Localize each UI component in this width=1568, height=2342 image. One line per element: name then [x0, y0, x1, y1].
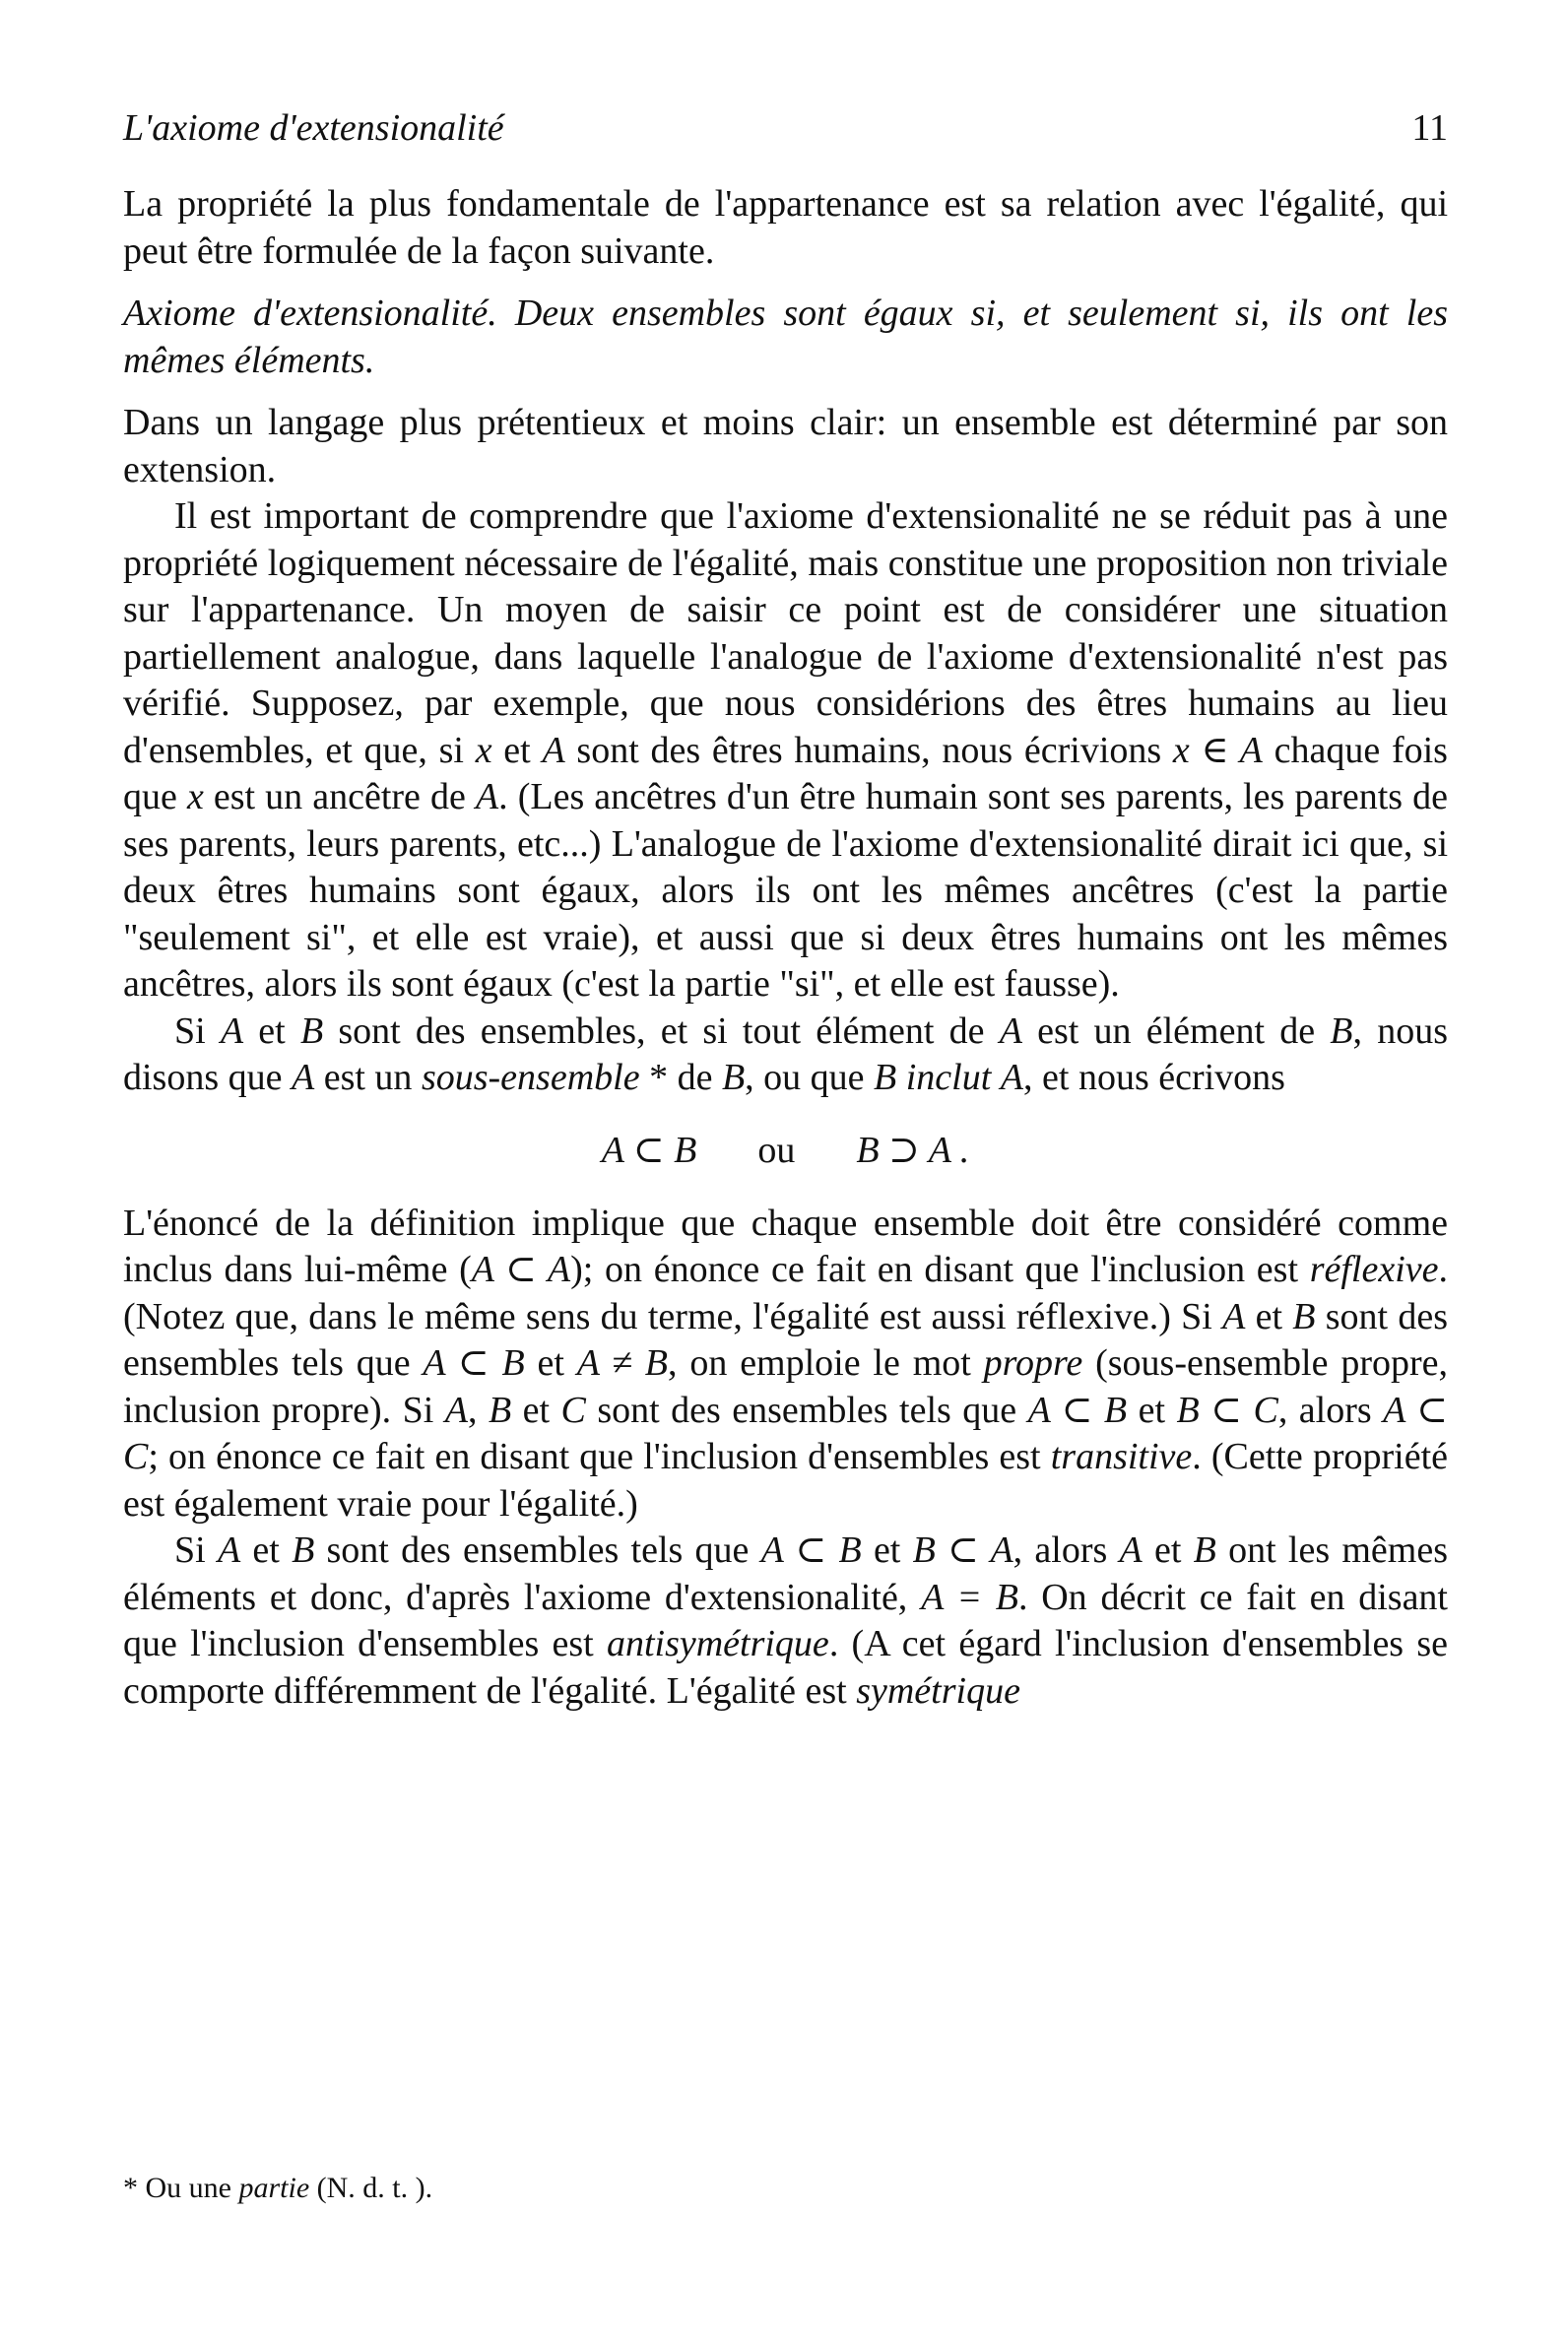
text: . (Les ancêtres d'un être humain sont ses parents, les parents de ses parents, leurs parents, etc...) L'analogue de l'axiome d'extensionalité dirait ici que, si deux êtres humains sont égaux, alors ils ont les mêmes ancêtres (c'est la partie "seulement si", et elle est vraie), et aussi que si deux êtres humains ont les mêmes ancêtres, alors ils sont égaux (c'est la partie "si", et elle est fausse). [123, 776, 1448, 1005]
paragraph-membership-equality: La propriété la plus fondamentale de l'appartenance est sa relation avec l'égalité, qui peut être formulée de la façon suivante. [123, 183, 1448, 272]
term-propre: propre [983, 1342, 1083, 1384]
math-var: B [721, 1057, 746, 1098]
text: et [1127, 1389, 1177, 1431]
text: Si [174, 1529, 218, 1571]
text: sont des ensembles tels que [314, 1529, 761, 1571]
math-var: B [299, 1009, 324, 1052]
math-var: B [1330, 1009, 1353, 1052]
text: ; on énonce ce fait en disant que l'inclusion d'ensembles est [148, 1436, 1051, 1477]
book-page [123, 106, 1448, 1715]
axiom-statement: Axiome d'extensionalité. Deux ensembles sont égaux si, et seulement si, ils ont les mêmes éléments. [123, 293, 1448, 381]
paragraph-extension: Dans un langage plus prétentieux et moins clair: un ensemble est déterminé par son extension. [123, 402, 1448, 490]
text: sont des ensembles tels que [585, 1389, 1028, 1431]
text: sont des ensembles tels que [123, 1295, 1448, 1384]
footnote-term: partie [238, 2172, 310, 2204]
text: , nous disons que [123, 1009, 1448, 1098]
text: ); on énonce ce fait en disant que l'inclusion est [570, 1249, 1310, 1290]
math-var: A [444, 1389, 468, 1431]
text: et [524, 1342, 577, 1384]
text: et [491, 729, 543, 771]
paragraph-antisymmetry [123, 1528, 1448, 1715]
formula-right: B ⊃ A . [856, 1129, 970, 1171]
math-var: A [1119, 1529, 1143, 1571]
text: , alors [1277, 1389, 1384, 1431]
term-sous-ensemble: sous-ensemble [421, 1057, 640, 1098]
running-title: L'axiome d'extensionalité [123, 107, 504, 149]
text: sont des ensembles, et si tout élément de [323, 1009, 1000, 1052]
formula-left: A ⊂ B [601, 1129, 697, 1171]
text: , ou que [745, 1057, 875, 1098]
math-var: A [217, 1529, 241, 1571]
math-var: A [1000, 1057, 1024, 1098]
math-var: A [542, 729, 565, 771]
text: est un [314, 1057, 422, 1098]
math-expression: A ⊂ A [471, 1249, 571, 1290]
math-var: B [874, 1057, 897, 1098]
text: L'énoncé de la définition implique que chaque ensemble doit être considéré comme inclus dans lui-même ( [123, 1202, 1448, 1290]
text: et [1245, 1295, 1293, 1337]
math-expression: A ⊂ C [123, 1389, 1448, 1477]
text: chaque fois que [123, 729, 1448, 817]
math-var: C [560, 1389, 586, 1431]
math-expression: x ∈ A [1172, 729, 1263, 771]
text: et [861, 1529, 913, 1571]
text: Si [174, 1009, 221, 1052]
text: , et nous écrivons [1023, 1057, 1285, 1098]
math-var: B [1193, 1529, 1216, 1571]
term-reflexive: réflexive [1309, 1249, 1439, 1290]
text: sont des êtres humains, nous écrivions [564, 729, 1173, 771]
paragraph-ancestors-analogy [123, 493, 1448, 1008]
text: . (A cet égard l'inclusion d'ensembles se comporte différemment de l'égalité. L'égalité est [123, 1623, 1449, 1712]
page-number: 11 [1411, 107, 1448, 149]
math-var: A [292, 1057, 315, 1098]
paragraph-inclusion-properties [123, 1201, 1448, 1529]
footnote [123, 2172, 432, 2205]
footnote-ref: * de [639, 1057, 722, 1098]
text: ont les mêmes éléments et donc, d'après l'axiome d'extensionalité, [123, 1529, 1448, 1618]
math-expression: A = B [921, 1576, 1018, 1618]
display-formula [123, 1126, 1448, 1175]
math-expression: B ⊂ C [1176, 1389, 1278, 1431]
text: et [511, 1389, 561, 1431]
math-var: A [220, 1009, 244, 1052]
math-expression: A ⊂ B [1027, 1389, 1128, 1431]
math-var: x [475, 729, 492, 771]
math-var: B [488, 1389, 512, 1431]
running-head [123, 106, 1448, 150]
text: . (Cette propriété est également vraie pour l'égalité.) [123, 1436, 1448, 1525]
math-expression: A ≠ B [576, 1342, 669, 1384]
math-expression: A ⊂ B [760, 1529, 862, 1571]
math-var: x [186, 776, 204, 817]
math-expression: B ⊂ A [912, 1529, 1013, 1571]
footnote-text: * Ou une [123, 2172, 239, 2204]
math-var: A [475, 776, 499, 817]
term-antisymetrique: antisymétrique [606, 1623, 829, 1664]
text: et [240, 1529, 293, 1571]
term-symetrique: symétrique [856, 1669, 1020, 1712]
text: , alors [1013, 1529, 1120, 1571]
text: Il est important de comprendre que l'axiome d'extensionalité ne se réduit pas à une propriété logiquement nécessaire de l'égalité, mais constitue une proposition non triviale sur l'appartenance. Un moyen de saisir ce point est de considérer une situation partiellement analogue, dans laquelle l'analogue de l'axiome d'extensionalité n'est pas vérifié. Supposez, par exemple, que nous considérions des êtres humains au lieu d'ensembles, et que, si [123, 495, 1448, 771]
paragraph-subset-definition [123, 1008, 1448, 1102]
text: . On décrit ce fait en disant que l'inclusion d'ensembles est [123, 1576, 1448, 1664]
text: , on emploie le mot [668, 1342, 984, 1384]
formula-middle: ou [757, 1129, 796, 1171]
footnote-text: (N. d. t. ). [309, 2172, 433, 2204]
math-var: B [292, 1529, 315, 1571]
math-var: B [1292, 1295, 1316, 1337]
text: , [467, 1389, 489, 1431]
text: et [1142, 1529, 1194, 1571]
math-var: A [999, 1009, 1022, 1052]
math-var: A [1222, 1295, 1246, 1337]
text: et [243, 1009, 300, 1052]
text: est un élément de [1021, 1009, 1331, 1052]
text: . (Notez que, dans le même sens du terme, l'égalité est aussi réflexive.) Si [123, 1249, 1449, 1337]
text: (sous-ensemble propre, inclusion propre). Si [123, 1342, 1448, 1431]
term-inclut: inclut [905, 1057, 992, 1098]
term-transitive: transitive [1050, 1436, 1193, 1477]
math-expression: A ⊂ B [423, 1342, 525, 1384]
text: est un ancêtre de [203, 776, 476, 817]
